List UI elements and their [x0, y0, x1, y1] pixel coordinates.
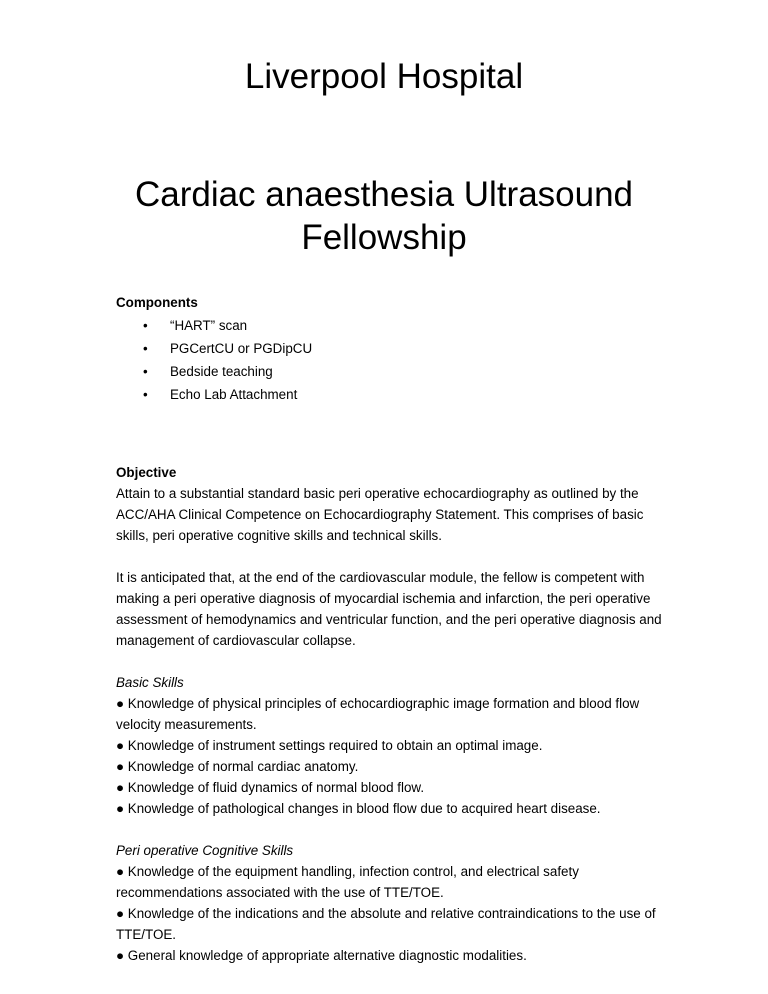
bullet-icon: • — [143, 387, 148, 402]
objective-text: skills, peri operative cognitive skills and technical skills. — [116, 528, 442, 543]
basic-skills-line: ● Knowledge of normal cardiac anatomy. — [116, 759, 359, 774]
document-title: Liverpool Hospital — [244, 57, 524, 96]
cognitive-skills-line: ● General knowledge of appropriate alternative diagnostic modalities. — [116, 948, 527, 963]
cognitive-skills-line: ● Knowledge of the indications and the absolute and relative contraindications to the use of — [116, 906, 656, 921]
components-heading: Components — [116, 295, 198, 310]
document-subtitle-line-2: Fellowship — [301, 218, 467, 257]
cognitive-skills-line: recommendations associated with the use of TTE/TOE. — [116, 885, 444, 900]
basic-skills-line: ● Knowledge of pathological changes in blood flow due to acquired heart disease. — [116, 801, 601, 816]
objective-text: It is anticipated that, at the end of the cardiovascular module, the fellow is competent with — [116, 570, 645, 585]
cognitive-skills-heading: Peri operative Cognitive Skills — [116, 843, 294, 858]
bullet-icon: • — [143, 341, 148, 356]
basic-skills-line: ● Knowledge of fluid dynamics of normal blood flow. — [116, 780, 425, 795]
objective-text: ACC/AHA Clinical Competence on Echocardiography Statement. This comprises of basic — [116, 507, 644, 522]
basic-skills-heading: Basic Skills — [116, 675, 184, 690]
bullet-icon: • — [143, 364, 148, 379]
bullet-icon: • — [143, 318, 148, 333]
objective-text: assessment of hemodynamics and ventricular function, and the peri operative diagnosis and — [116, 612, 662, 627]
objective-text: Attain to a substantial standard basic peri operative echocardiography as outlined by the — [116, 486, 639, 501]
list-item: Echo Lab Attachment — [170, 387, 298, 402]
basic-skills-line: velocity measurements. — [116, 717, 257, 732]
cognitive-skills-line: ● Knowledge of the equipment handling, infection control, and electrical safety — [116, 864, 579, 879]
cognitive-skills-line: TTE/TOE. — [116, 927, 177, 942]
objective-heading: Objective — [116, 465, 177, 480]
basic-skills-line: ● Knowledge of physical principles of echocardiographic image formation and blood flow — [116, 696, 640, 711]
objective-text: management of cardiovascular collapse. — [116, 633, 356, 648]
list-item: PGCertCU or PGDipCU — [170, 341, 313, 356]
document-subtitle-line-1: Cardiac anaesthesia Ultrasound — [134, 175, 634, 214]
list-item: “HART” scan — [170, 318, 248, 333]
objective-text: making a peri operative diagnosis of myocardial ischemia and infarction, the peri operative — [116, 591, 651, 606]
list-item: Bedside teaching — [170, 364, 273, 379]
basic-skills-line: ● Knowledge of instrument settings required to obtain an optimal image. — [116, 738, 543, 753]
